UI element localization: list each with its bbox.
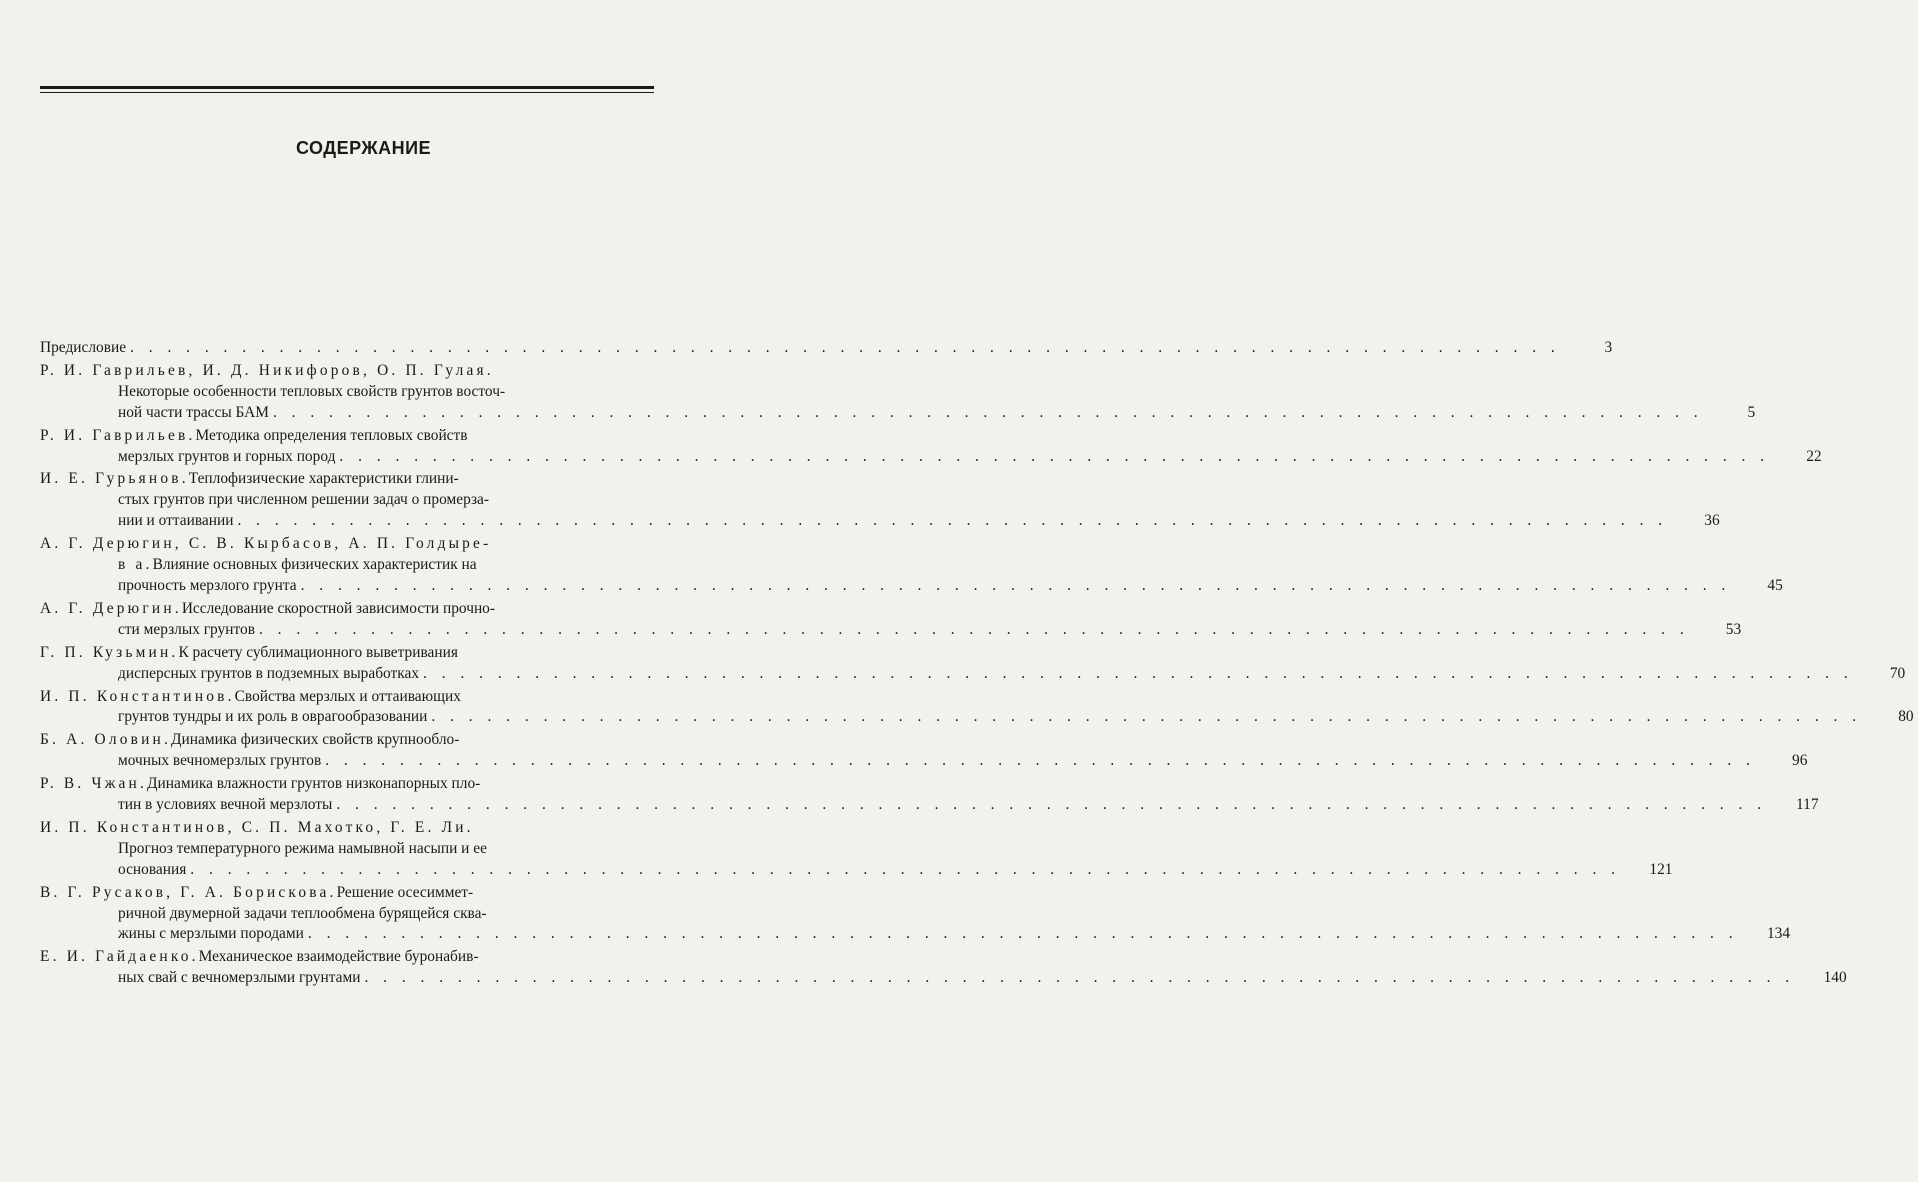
toc-line bbox=[40, 576, 1737, 597]
toc-text: Некоторые особенности тепловых свойств грунтов восточ- bbox=[118, 382, 506, 400]
toc-author: И. П. Константинов, С. П. Махотко, Г. Е. Ли. bbox=[40, 818, 474, 836]
toc-line bbox=[40, 687, 1868, 708]
top-rule bbox=[40, 86, 654, 93]
toc-page-number: 134 bbox=[1766, 925, 1791, 943]
toc-line bbox=[40, 883, 1744, 904]
toc-line bbox=[40, 490, 1674, 511]
toc-line bbox=[40, 751, 1761, 772]
toc-entry bbox=[40, 426, 1822, 468]
leader-dots bbox=[423, 664, 1859, 685]
toc-text: жины с мерзлыми породами bbox=[118, 925, 304, 943]
toc-page-number: 5 bbox=[1747, 403, 1756, 421]
leader-dots bbox=[259, 620, 1695, 641]
toc-text: Прогноз температурного режима намывной насыпи и ее bbox=[118, 839, 487, 857]
toc-text: грунтов тундры и их роль в оврагообразовании bbox=[118, 708, 428, 726]
toc-text: Динамика влажности грунтов низконапорных пло- bbox=[147, 775, 481, 793]
toc-text: мочных вечномерзлых грунтов bbox=[118, 752, 322, 770]
toc-page-number: 140 bbox=[1823, 969, 1847, 987]
toc-author: И. П. Константинов. bbox=[40, 687, 235, 705]
toc-line bbox=[40, 774, 1773, 795]
toc-entry-text bbox=[40, 361, 1709, 424]
leader-dots bbox=[237, 511, 1673, 532]
toc-entry-text bbox=[40, 599, 1695, 641]
toc-line bbox=[40, 382, 1709, 403]
toc-text: дисперсных грунтов в подземных выработках bbox=[118, 664, 420, 682]
toc-page-number: 96 bbox=[1792, 752, 1808, 770]
leader-dots bbox=[336, 795, 1772, 816]
toc-text: Решение осесиммет- bbox=[336, 883, 474, 901]
toc-entry bbox=[40, 883, 1791, 946]
toc-line bbox=[40, 664, 1859, 685]
toc-entry-text bbox=[40, 469, 1674, 532]
toc-text: Исследование скоростной зависимости прочно- bbox=[181, 599, 496, 617]
toc-entry bbox=[40, 818, 1673, 881]
toc-line bbox=[40, 361, 1709, 382]
toc-entry bbox=[40, 774, 1819, 816]
toc-author: И. Е. Гурьянов. bbox=[40, 470, 189, 488]
toc-author: А. Г. Дерюгин. bbox=[40, 599, 182, 617]
toc-text: Теплофизические характеристики глини- bbox=[188, 470, 459, 488]
toc-entry bbox=[40, 469, 1720, 532]
leader-dots bbox=[190, 860, 1626, 881]
toc-line bbox=[40, 947, 1801, 968]
leader-dots bbox=[339, 447, 1775, 468]
toc-line bbox=[40, 904, 1744, 925]
toc-text: основания bbox=[118, 860, 187, 878]
toc-text: Влияние основных физических характеристик на bbox=[152, 556, 477, 574]
toc-page-number: 3 bbox=[1604, 339, 1613, 356]
toc-entry bbox=[40, 338, 1613, 359]
toc-text: Методика определения тепловых свойств bbox=[195, 426, 468, 444]
toc-line bbox=[40, 730, 1761, 751]
toc-author: А. Г. Дерюгин, С. В. Кырбасов, А. П. Голдыре- bbox=[40, 535, 492, 553]
toc-line bbox=[40, 511, 1674, 532]
toc-page-number: 80 bbox=[1898, 708, 1914, 726]
leader-dots bbox=[325, 751, 1761, 772]
toc-author: Е. И. Гайдаенко. bbox=[40, 948, 199, 966]
toc-entry bbox=[40, 361, 1756, 424]
toc-page-number: 22 bbox=[1806, 447, 1822, 465]
toc-line bbox=[40, 924, 1744, 945]
toc-text: тин в условиях вечной мерзлоты bbox=[118, 796, 333, 814]
toc-entry-text bbox=[40, 730, 1761, 772]
toc-entry-text bbox=[40, 883, 1744, 946]
toc-line bbox=[40, 338, 1566, 359]
toc-line bbox=[40, 839, 1627, 860]
toc-entry bbox=[40, 687, 1914, 729]
leader-dots bbox=[364, 968, 1800, 989]
toc-author: Б. А. Оловин. bbox=[40, 731, 172, 749]
toc-text: Свойства мерзлых и оттаивающих bbox=[234, 687, 461, 705]
toc-page-number: 53 bbox=[1725, 620, 1742, 638]
toc-page-number: 117 bbox=[1796, 796, 1819, 814]
toc-text: К расчету сублимационного выветривания bbox=[178, 643, 458, 661]
toc-entry-text bbox=[40, 818, 1627, 881]
toc-text: прочность мерзлого грунта bbox=[118, 576, 297, 594]
toc-author: Р. И. Гаврильев. bbox=[40, 426, 196, 444]
toc-entry bbox=[40, 947, 1847, 989]
toc-text: ных свай с вечномерзлыми грунтами bbox=[118, 969, 361, 987]
leader-dots bbox=[308, 924, 1744, 945]
toc-entry-text bbox=[40, 643, 1859, 685]
toc-line bbox=[40, 968, 1801, 989]
toc-line bbox=[40, 555, 1737, 576]
toc-author: Р. И. Гаврильев, И. Д. Никифоров, О. П. Гулая. bbox=[40, 361, 494, 379]
toc-author: в а. bbox=[118, 556, 153, 574]
toc-line bbox=[40, 860, 1627, 881]
leader-dots bbox=[273, 403, 1709, 424]
toc-text: ной части трассы БАМ bbox=[118, 403, 269, 421]
toc-entry-text bbox=[40, 426, 1776, 468]
toc-line bbox=[40, 599, 1695, 620]
toc-page-number: 121 bbox=[1649, 860, 1673, 878]
table-of-contents bbox=[40, 338, 1914, 991]
toc-text: Динамика физических свойств крупнообло- bbox=[171, 731, 460, 749]
toc-line bbox=[40, 403, 1709, 424]
toc-line bbox=[40, 643, 1859, 664]
toc-line bbox=[40, 707, 1868, 728]
toc-entry bbox=[40, 534, 1783, 597]
toc-entry-text bbox=[40, 947, 1801, 989]
toc-text: ричной двумерной задачи теплообмена бурящейся сква- bbox=[118, 904, 487, 922]
leader-dots bbox=[130, 338, 1566, 359]
toc-author: Р. В. Чжан. bbox=[40, 775, 148, 793]
toc-entry bbox=[40, 599, 1742, 641]
toc-text: стых грунтов при численном решении задач о промерза- bbox=[118, 491, 489, 509]
toc-page-number: 70 bbox=[1889, 664, 1906, 682]
toc-entry-text bbox=[40, 774, 1773, 816]
toc-text: мерзлых грунтов и горных пород bbox=[118, 447, 336, 465]
toc-author: В. Г. Русаков, Г. А. Борискова. bbox=[40, 883, 337, 901]
toc-page-number: 36 bbox=[1704, 512, 1720, 530]
leader-dots bbox=[301, 576, 1737, 597]
toc-text: Механическое взаимодействие буронабив- bbox=[198, 948, 479, 966]
toc-line bbox=[40, 795, 1773, 816]
toc-page-number: 45 bbox=[1767, 576, 1783, 594]
toc-line bbox=[40, 426, 1776, 447]
page-title: СОДЕРЖАНИЕ bbox=[295, 138, 432, 158]
toc-line bbox=[40, 818, 1627, 839]
toc-entry-text bbox=[40, 687, 1868, 729]
toc-entry-text bbox=[40, 534, 1737, 597]
toc-author: Г. П. Кузьмин. bbox=[40, 643, 179, 661]
toc-text: нии и оттаивании bbox=[118, 512, 234, 530]
toc-entry bbox=[40, 643, 1906, 685]
toc-line bbox=[40, 469, 1674, 490]
leader-dots bbox=[431, 707, 1867, 728]
toc-line bbox=[40, 620, 1695, 641]
toc-text: Предисловие bbox=[40, 339, 127, 356]
toc-line bbox=[40, 534, 1737, 555]
toc-entry-text bbox=[40, 338, 1566, 359]
toc-text: сти мерзлых грунтов bbox=[118, 620, 255, 638]
toc-line bbox=[40, 447, 1776, 468]
toc-entry bbox=[40, 730, 1808, 772]
